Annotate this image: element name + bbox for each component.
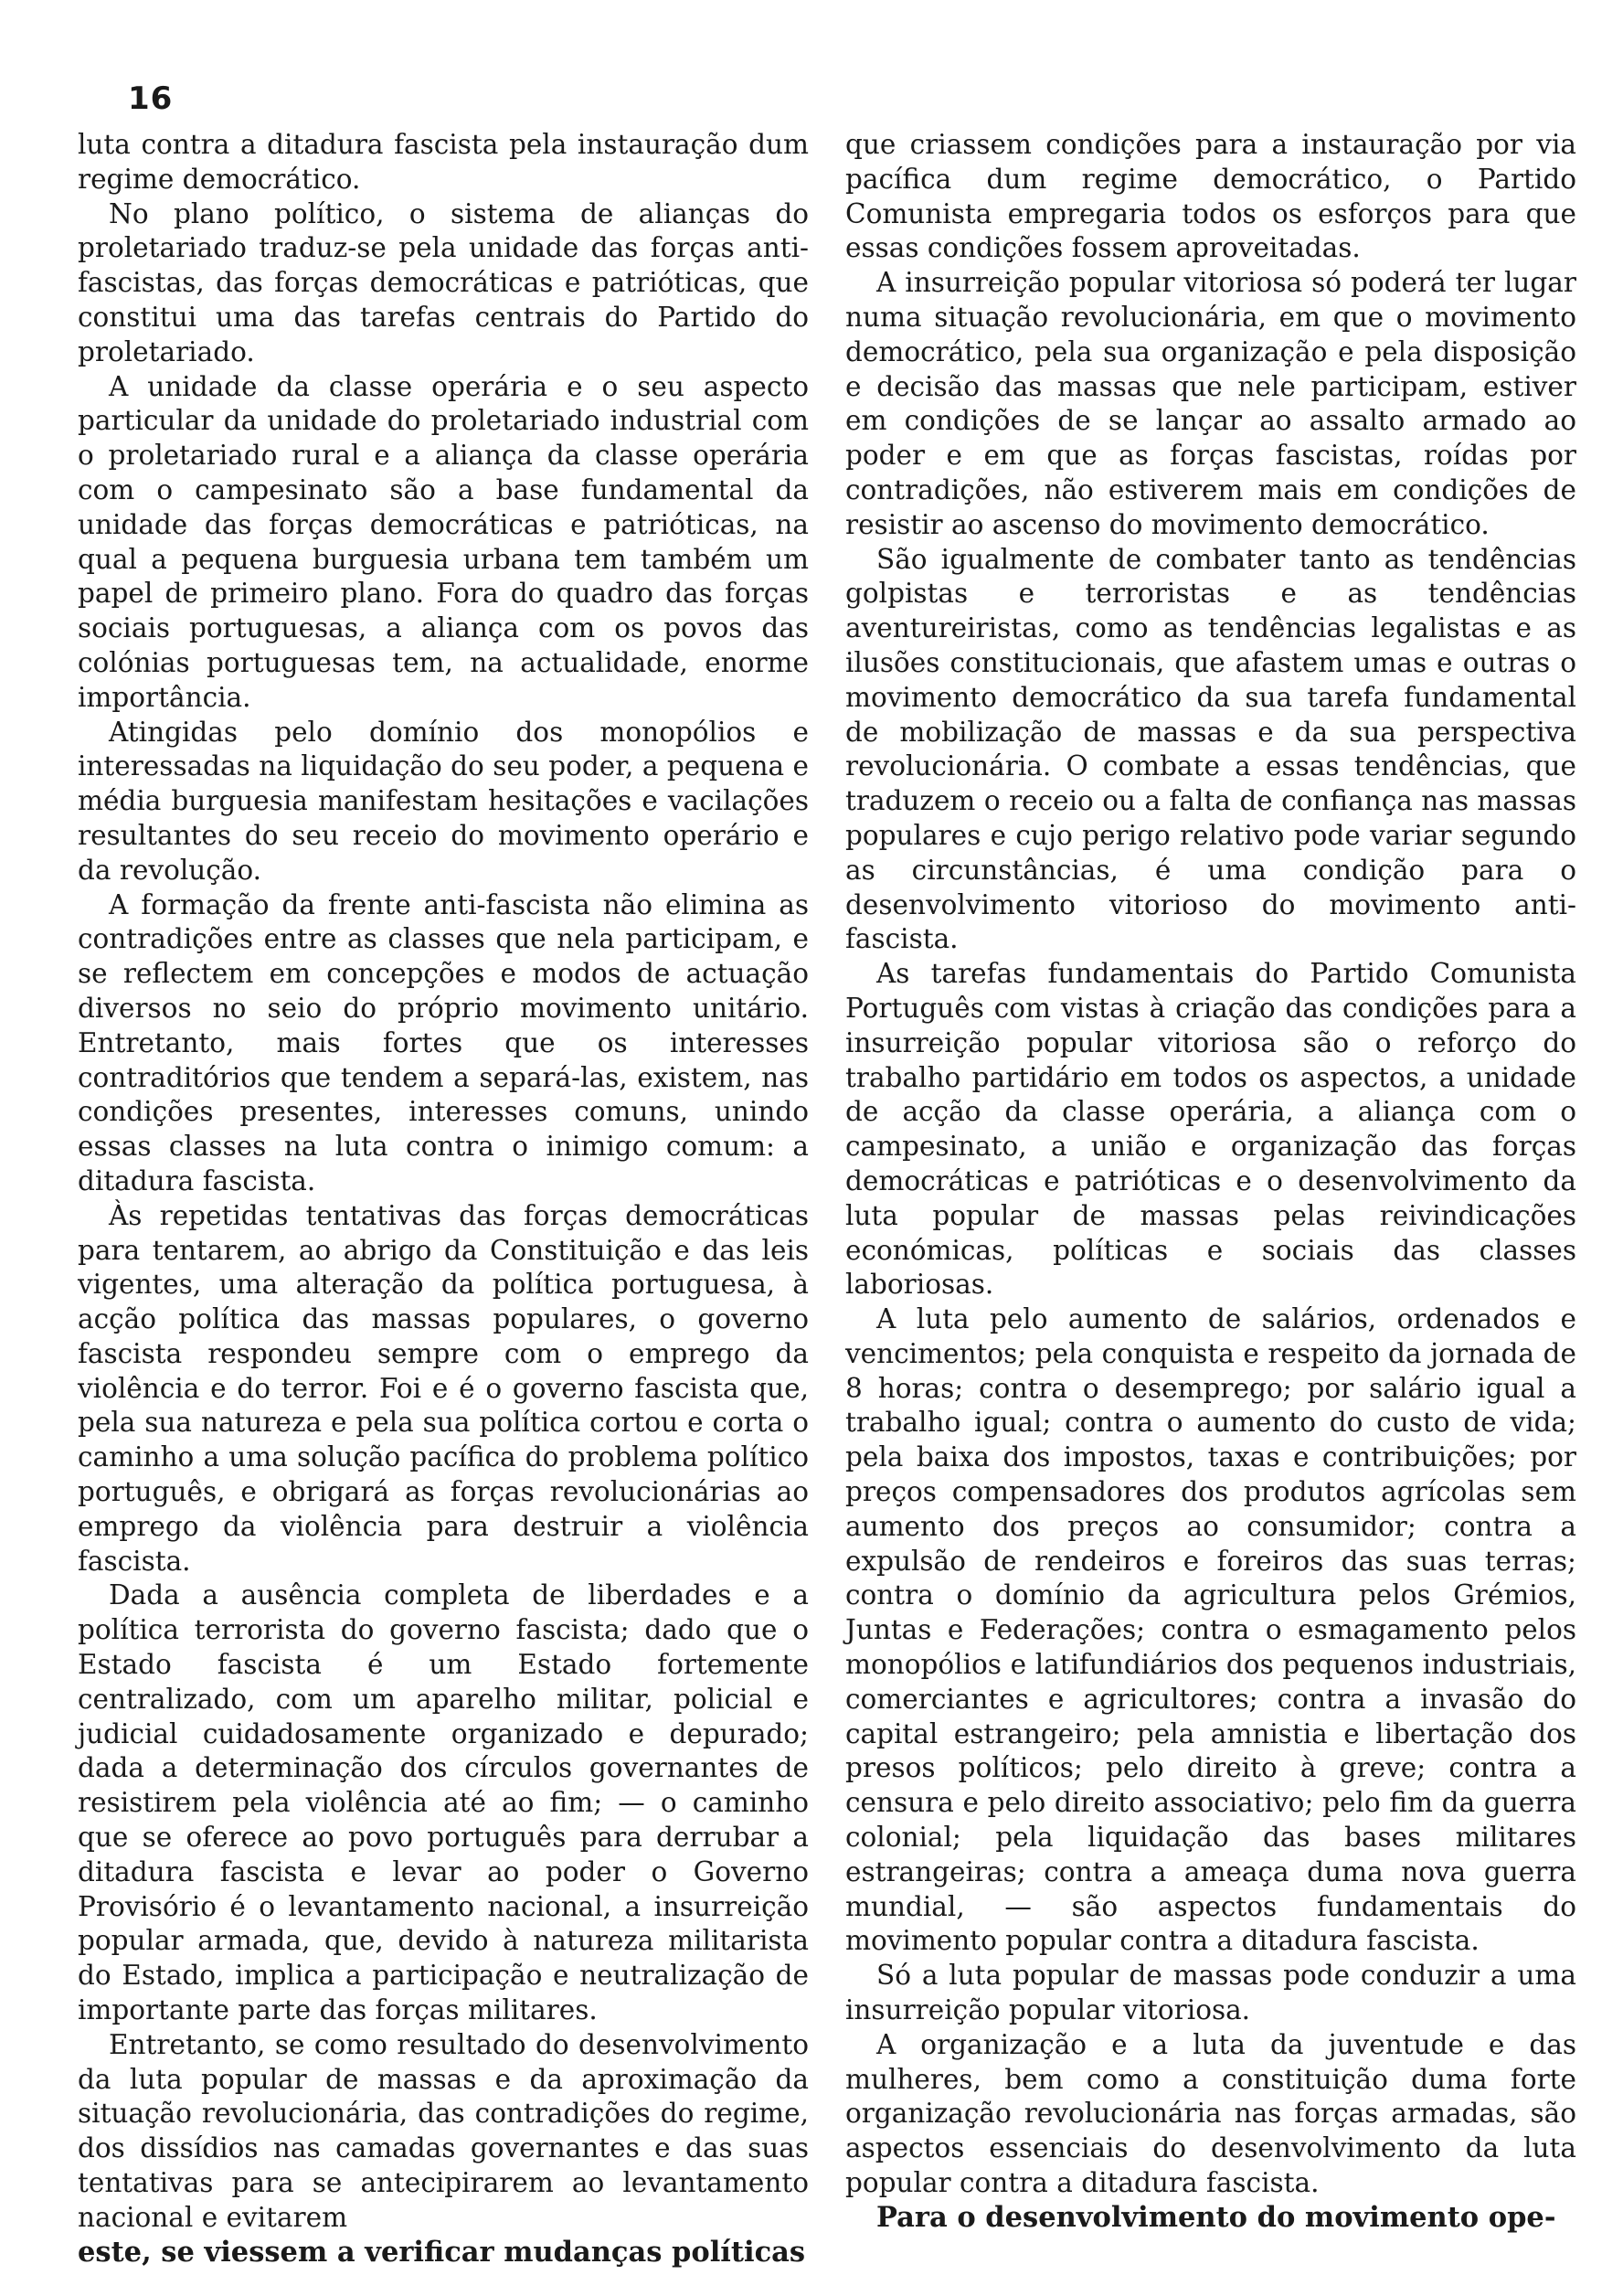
- paragraph: Dada a ausência completa de liberdades e a política terrorista do governo fascista; dado que o Estado fascista é um Estado fortemente centralizado, com um aparelho militar, policial e judicial cuidadosamente organizado e depurado; dada a determinação dos círculos governantes de resistirem pela violência até ao fim; — o caminho que se oferece ao povo português para derrubar a ditadura fascista e levar ao poder o Governo Provisório é o levantamento nacional, a insurreição popular armada, que, devido à natureza militarista do Estado, implica a participação e neutralização de importante parte das forças militares.: [78, 1579, 809, 2026]
- paragraph: A formação da frente anti-fascista não elimina as contradições entre as classes que nela participam, e se reflectem em concepções e modos de actuação diversos no seio do próprio movimento unitário. Entretanto, mais fortes que os interesses contraditórios que tendem a separá-las, existem, nas condições presentes, interesses comuns, unindo essas classes na luta contra o inimigo comum: a ditadura fascista.: [78, 888, 809, 1196]
- paragraph: este, se viessem a verificar mudanças políticas: [78, 2235, 806, 2269]
- paragraph: A insurreição popular vitoriosa só poderá ter lugar numa situação revolucionária, em que o movimento democrático, pela sua organização e pela disposição e decisão das massas que nele participam, estiver em condições de se lançar ao assalto armado ao poder e em que as forças fascistas, roídas por contradições, não estiverem mais em condições de resistir ao ascenso do movimento democrático.: [845, 267, 1576, 540]
- paragraph: Atingidas pelo domínio dos monopólios e interessadas na liquidação do seu poder, a pequena e média burguesia manifestam hesitações e vacilações resultantes do seu receio do movimento operário e da revolução.: [78, 716, 809, 886]
- paragraph: A organização e a luta da juventude e das mulheres, bem como a constituição duma forte organização revolucionária nas forças armadas, são aspectos essenciais do desenvolvimento da luta popular contra a ditadura fascista.: [845, 2028, 1576, 2199]
- paragraph: A luta pelo aumento de salários, ordenados e vencimentos; pela conquista e respeito da jornada de 8 horas; contra o desemprego; por salário igual a trabalho igual; contra o aumento do custo de vida; pela baixa dos impostos, taxas e contribuições; por preços compensadores dos produtos agrícolas sem aumento dos preços ao consumidor; contra a expulsão de rendeiros e foreiros das suas terras; contra o domínio da agricultura pelos Grémios, Juntas e Federações; contra o esmagamento pelos monopólios e latifundiários dos pequenos industriais, comerciantes e agricultores; contra a invasão do capital estrangeiro; pela amnistia e libertação dos presos políticos; pelo direito à greve; contra a censura e pelo direito associativo; pelo fim da guerra colonial; pela liquidação das bases militares estrangeiras; contra a ameaça duma nova guerra mundial, — são aspectos fundamentais do movimento popular contra a ditadura fascista.: [845, 1303, 1576, 1957]
- paragraph: Só a luta popular de massas pode conduzir a uma insurreição popular vitoriosa.: [845, 1960, 1576, 2026]
- paragraph: As tarefas fundamentais do Partido Comunista Português com vistas à criação das condições para a insurreição popular vitoriosa são o reforço do trabalho partidário em todos os aspectos, a unidade de acção da classe operária, a aliança com o campesinato, a união e organização das forças democráticas e patrióticas e o desenvolvimento da luta popular de massas pelas reivindicações económicas, políticas e sociais das classes laboriosas.: [845, 958, 1576, 1301]
- paragraph: São igualmente de combater tanto as tendências golpistas e terroristas e as tendências aventureiristas, como as tendências legalistas e as ilusões constitucionais, que afastem umas e outras o movimento democrático da sua tarefa fundamental de mobilização de massas e da sua perspectiva revolucionária. O combate a essas tendências, que traduzem o receio ou a falta de confiança nas massas populares e cujo perigo relativo pode variar segundo as circunstâncias, é uma condição para o desenvolvimento vitorioso do movimento anti-fascista.: [845, 543, 1576, 955]
- right-column: [845, 128, 1576, 2236]
- paragraph: Às repetidas tentativas das forças democráticas para tentarem, ao abrigo da Constituição e das leis vigentes, uma alteração da política portuguesa, à acção política das massas populares, o governo fascista respondeu sempre com o emprego da violência e do terror. Foi e é o governo fascista que, pela sua natureza e pela sua política cortou e corta o caminho a uma solução pacífica do problema político português, e obrigará as forças revolucionárias ao emprego da violência para destruir a violência fascista.: [78, 1199, 809, 1577]
- paragraph: No plano político, o sistema de alianças do proletariado traduz-se pela unidade das forças anti-fascistas, das forças democráticas e patrióticas, que constitui uma das tarefas centrais do Partido do proletariado.: [78, 197, 809, 367]
- left-column: [78, 128, 809, 2269]
- paragraph: luta contra a ditadura fascista pela instauração dum regime democrático.: [78, 129, 809, 195]
- page-number: 16: [128, 80, 174, 117]
- paragraph: Entretanto, se como resultado do desenvolvimento da luta popular de massas e da aproximação da situação revolucionária, das contradições do regime, dos dissídios nas camadas governantes e das suas tentativas para se antecipirarem ao levantamento nacional e evitarem: [78, 2028, 809, 2233]
- paragraph: A unidade da classe operária e o seu aspecto particular da unidade do proletariado industrial com o proletariado rural e a aliança da classe operária com o campesinato são a base fundamental da unidade das forças democráticas e patrióticas, na qual a pequena burguesia urbana tem também um papel de primeiro plano. Fora do quadro das forças sociais portuguesas, a aliança com os povos das colónias portuguesas tem, na actualidade, enorme importância.: [78, 370, 809, 713]
- paragraph: Para o desenvolvimento do movimento ope-: [876, 2200, 1556, 2234]
- paragraph: que criassem condições para a instauração por via pacífica dum regime democrático, o Partido Comunista empregaria todos os esforços para que essas condições fossem aproveitadas.: [845, 129, 1576, 264]
